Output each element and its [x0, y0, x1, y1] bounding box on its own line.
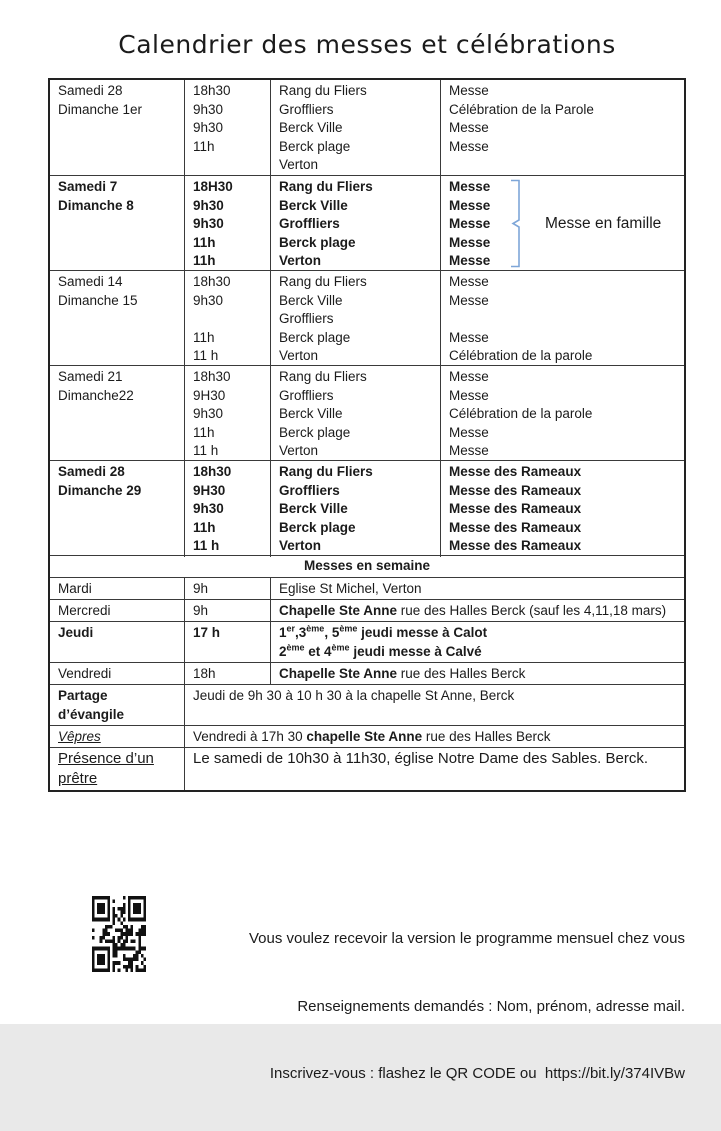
text-segment: Chapelle Ste Anne	[279, 603, 398, 618]
day-label: Dimanche 1er	[58, 101, 143, 117]
type-value: Messe	[449, 120, 489, 135]
time-value: 18h30	[193, 274, 231, 289]
time-value: 9h30	[193, 216, 224, 231]
detail-line	[279, 664, 680, 683]
text-segment: rue des Halles Berck	[397, 666, 526, 681]
weekend-row	[50, 460, 684, 555]
type-value: Messe des Rameaux	[449, 501, 582, 516]
time-value: 18H30	[193, 179, 233, 194]
time-column	[184, 461, 270, 557]
qr-code-icon	[92, 896, 146, 972]
time-value: 9H30	[193, 482, 226, 498]
footer-line: Vous voulez recevoir la version le programme mensuel chez vous	[248, 930, 685, 947]
type-column	[440, 271, 684, 367]
special-rows	[50, 684, 684, 790]
row-label-line: d’évangile	[58, 707, 125, 722]
text-segment: Eglise St Michel, Verton	[279, 581, 422, 596]
type-value: Messe	[449, 369, 489, 384]
text-segment: er	[286, 623, 296, 634]
day-label: Samedi 14	[58, 274, 123, 289]
text-segment: ,3	[295, 625, 307, 640]
text-segment: Vendredi à 17h 30	[193, 729, 307, 744]
detail-cell	[184, 748, 684, 790]
day-label: Samedi 21	[58, 369, 123, 384]
page-title: Calendrier des messes et célébrations	[118, 30, 616, 59]
time-value: 11h	[193, 424, 215, 440]
day-column	[50, 461, 184, 557]
type-value: Célébration de la parole	[449, 406, 593, 421]
day-column	[50, 80, 184, 176]
section-header-weekday-masses: Messes en semaine	[50, 555, 684, 577]
detail-line	[193, 727, 680, 746]
detail-line	[279, 601, 680, 620]
row-label-line: Vêpres	[58, 729, 101, 744]
time-column	[184, 176, 270, 272]
weekday-row	[50, 599, 684, 621]
place-value: Rang du Fliers	[279, 274, 367, 289]
day-label: Samedi 7	[58, 179, 118, 194]
time-value: 11 h	[193, 348, 219, 363]
type-column	[440, 80, 684, 176]
type-value: Messe des Rameaux	[449, 519, 582, 535]
day-column	[50, 176, 184, 272]
type-value: Messe des Rameaux	[449, 538, 582, 553]
day-label: Dimanche22	[58, 387, 134, 403]
time-value: 9h30	[193, 197, 224, 213]
place-value: Berck plage	[279, 424, 351, 440]
time-value: 9h30	[193, 292, 224, 308]
time-value: 11 h	[193, 538, 220, 553]
weekend-blocks	[50, 80, 684, 555]
special-row	[50, 684, 684, 725]
time-value: 11h	[193, 253, 216, 268]
type-column	[440, 366, 684, 462]
special-row	[50, 725, 684, 747]
type-value: Messe	[449, 179, 491, 194]
type-value: Messe	[449, 329, 489, 345]
day-label: Dimanche 8	[58, 197, 134, 213]
time-value: 9h30	[193, 120, 224, 135]
place-column	[270, 176, 440, 272]
time-value: 18h30	[193, 369, 231, 384]
weekend-row	[50, 80, 684, 175]
place-value: Berck plage	[279, 519, 356, 535]
place-value: Rang du Fliers	[279, 83, 367, 98]
mass-calendar-table	[48, 78, 686, 792]
place-value: Groffliers	[279, 311, 334, 326]
family-mass-label: Messe en famille	[545, 214, 662, 232]
time-value: 9h30	[193, 501, 224, 516]
time-column	[184, 271, 270, 367]
day-label: Mardi	[58, 581, 92, 596]
type-value: Messe	[449, 443, 489, 458]
day-label: Dimanche 29	[58, 482, 142, 498]
detail-cell	[270, 622, 684, 662]
signup-url[interactable]: https://bit.ly/374IVBw	[544, 1065, 685, 1082]
type-value: Messe des Rameaux	[449, 482, 582, 498]
place-value: Verton	[279, 538, 322, 553]
place-column	[270, 366, 440, 462]
time-value	[193, 310, 266, 329]
text-segment: ème	[339, 623, 358, 634]
text-segment: rue des Halles Berck	[422, 729, 551, 744]
footer-line	[249, 1063, 685, 1086]
text-segment: jeudi messe à Calvé	[349, 644, 482, 659]
special-row	[50, 747, 684, 790]
time-column	[184, 80, 270, 176]
place-value: Rang du Fliers	[279, 464, 373, 479]
place-value: Rang du Fliers	[279, 369, 367, 384]
place-value: Groffliers	[279, 216, 340, 231]
weekend-row	[50, 270, 684, 365]
row-label-line: Partage	[58, 688, 108, 703]
type-value	[449, 156, 680, 175]
day-column	[50, 366, 184, 462]
weekend-row	[50, 365, 684, 460]
text-segment: , 5	[324, 625, 340, 640]
text-segment: Le samedi de 10h30 à 11h30, église Notre Dame des Sables. Berck.	[193, 750, 648, 767]
time-value: 11h	[193, 234, 216, 250]
footer-line3-prefix: Inscrivez-vous : flashez le QR CODE ou	[269, 1065, 545, 1082]
family-mass-annotation	[507, 179, 661, 268]
weekday-row	[50, 577, 684, 599]
place-value: Groffliers	[279, 387, 334, 403]
weekend-row	[50, 175, 684, 270]
time-value: 11h	[193, 519, 216, 535]
day-label: Mercredi	[58, 603, 111, 618]
detail-cell	[270, 663, 684, 684]
detail-cell	[270, 578, 684, 599]
place-column	[270, 80, 440, 176]
type-value: Messe	[449, 83, 489, 98]
text-segment: chapelle Ste Anne	[306, 729, 423, 744]
day-label: Jeudi	[58, 625, 94, 640]
type-value	[449, 310, 680, 329]
place-value: Verton	[279, 253, 322, 268]
detail-line	[193, 686, 680, 705]
detail-line	[193, 749, 680, 769]
day-label: Samedi 28	[58, 464, 125, 479]
place-value: Berck Ville	[279, 292, 343, 308]
type-value: Messe	[449, 424, 489, 440]
type-value: Messe	[449, 274, 489, 289]
text-segment: 2	[279, 644, 287, 659]
day-label: Samedi 28	[58, 83, 123, 98]
time-value: 18h30	[193, 464, 232, 479]
type-value: Célébration de la parole	[449, 348, 593, 363]
text-segment: ème	[306, 623, 325, 634]
place-value: Groffliers	[279, 482, 340, 498]
time-value: 9h	[184, 578, 270, 599]
text-segment: et 4	[304, 644, 332, 659]
place-value: Groffliers	[279, 101, 334, 117]
time-value: 9h30	[193, 406, 224, 421]
time-value	[193, 156, 266, 175]
weekday-row	[50, 621, 684, 662]
text-segment: ème	[331, 642, 350, 653]
text-segment: ème	[286, 642, 305, 653]
row-label	[50, 685, 184, 725]
weekday-rows	[50, 577, 684, 684]
detail-line	[279, 579, 680, 598]
day-label: Dimanche 15	[58, 292, 138, 308]
detail-line	[279, 642, 680, 661]
type-value: Messe	[449, 253, 491, 268]
row-label	[50, 726, 184, 747]
weekday-row	[50, 662, 684, 684]
time-value: 17 h	[184, 622, 270, 662]
row-label-line: Présence d’un	[58, 750, 154, 767]
place-value: Berck Ville	[279, 120, 343, 135]
time-value: 11h	[193, 329, 215, 345]
place-value: Rang du Fliers	[279, 179, 373, 194]
place-value: Berck plage	[279, 138, 351, 154]
time-column	[184, 366, 270, 462]
time-value: 9H30	[193, 387, 226, 403]
text-segment: Chapelle Ste Anne	[279, 666, 398, 681]
type-value: Messe	[449, 216, 491, 231]
detail-cell	[184, 726, 684, 747]
type-value: Messe	[449, 387, 489, 403]
place-value: Berck Ville	[279, 197, 348, 213]
place-value: Berck plage	[279, 234, 356, 250]
time-value: 9h	[184, 600, 270, 621]
row-label	[50, 748, 184, 790]
text-segment: jeudi messe à Calot	[357, 625, 488, 640]
text-segment: 1	[279, 625, 287, 640]
detail-cell	[184, 685, 684, 725]
place-value: Verton	[279, 443, 319, 458]
place-value: Berck Ville	[279, 501, 348, 516]
footer-text	[249, 883, 685, 1131]
detail-cell	[270, 600, 684, 621]
time-value: 18h30	[193, 83, 231, 98]
type-value: Messe	[449, 234, 491, 250]
place-column	[270, 271, 440, 367]
day-column	[50, 271, 184, 367]
time-value: 11 h	[193, 443, 219, 458]
type-value: Messe des Rameaux	[449, 464, 582, 479]
text-segment: rue des Halles Berck (sauf les 4,11,18 mars)	[397, 603, 667, 618]
type-value: Messe	[449, 138, 489, 154]
place-column	[270, 461, 440, 557]
row-label-line: prêtre	[58, 770, 98, 787]
day-label: Vendredi	[58, 666, 112, 681]
place-value: Verton	[279, 348, 319, 363]
time-value: 9h30	[193, 101, 224, 117]
place-value: Berck Ville	[279, 406, 343, 421]
footer-line: Renseignements demandés : Nom, prénom, adresse mail.	[297, 997, 685, 1015]
type-value: Messe	[449, 197, 491, 213]
brace-bracket-icon	[507, 179, 523, 268]
text-segment: Jeudi de 9h 30 à 10 h 30 à la chapelle St Anne, Berck	[193, 688, 515, 703]
time-value: 18h	[184, 663, 270, 684]
time-value: 11h	[193, 138, 215, 154]
type-value: Messe	[449, 292, 489, 308]
type-value: Célébration de la Parole	[449, 101, 594, 117]
type-column	[440, 461, 684, 557]
place-value: Verton	[279, 157, 319, 172]
detail-line	[279, 623, 680, 642]
place-value: Berck plage	[279, 329, 351, 345]
